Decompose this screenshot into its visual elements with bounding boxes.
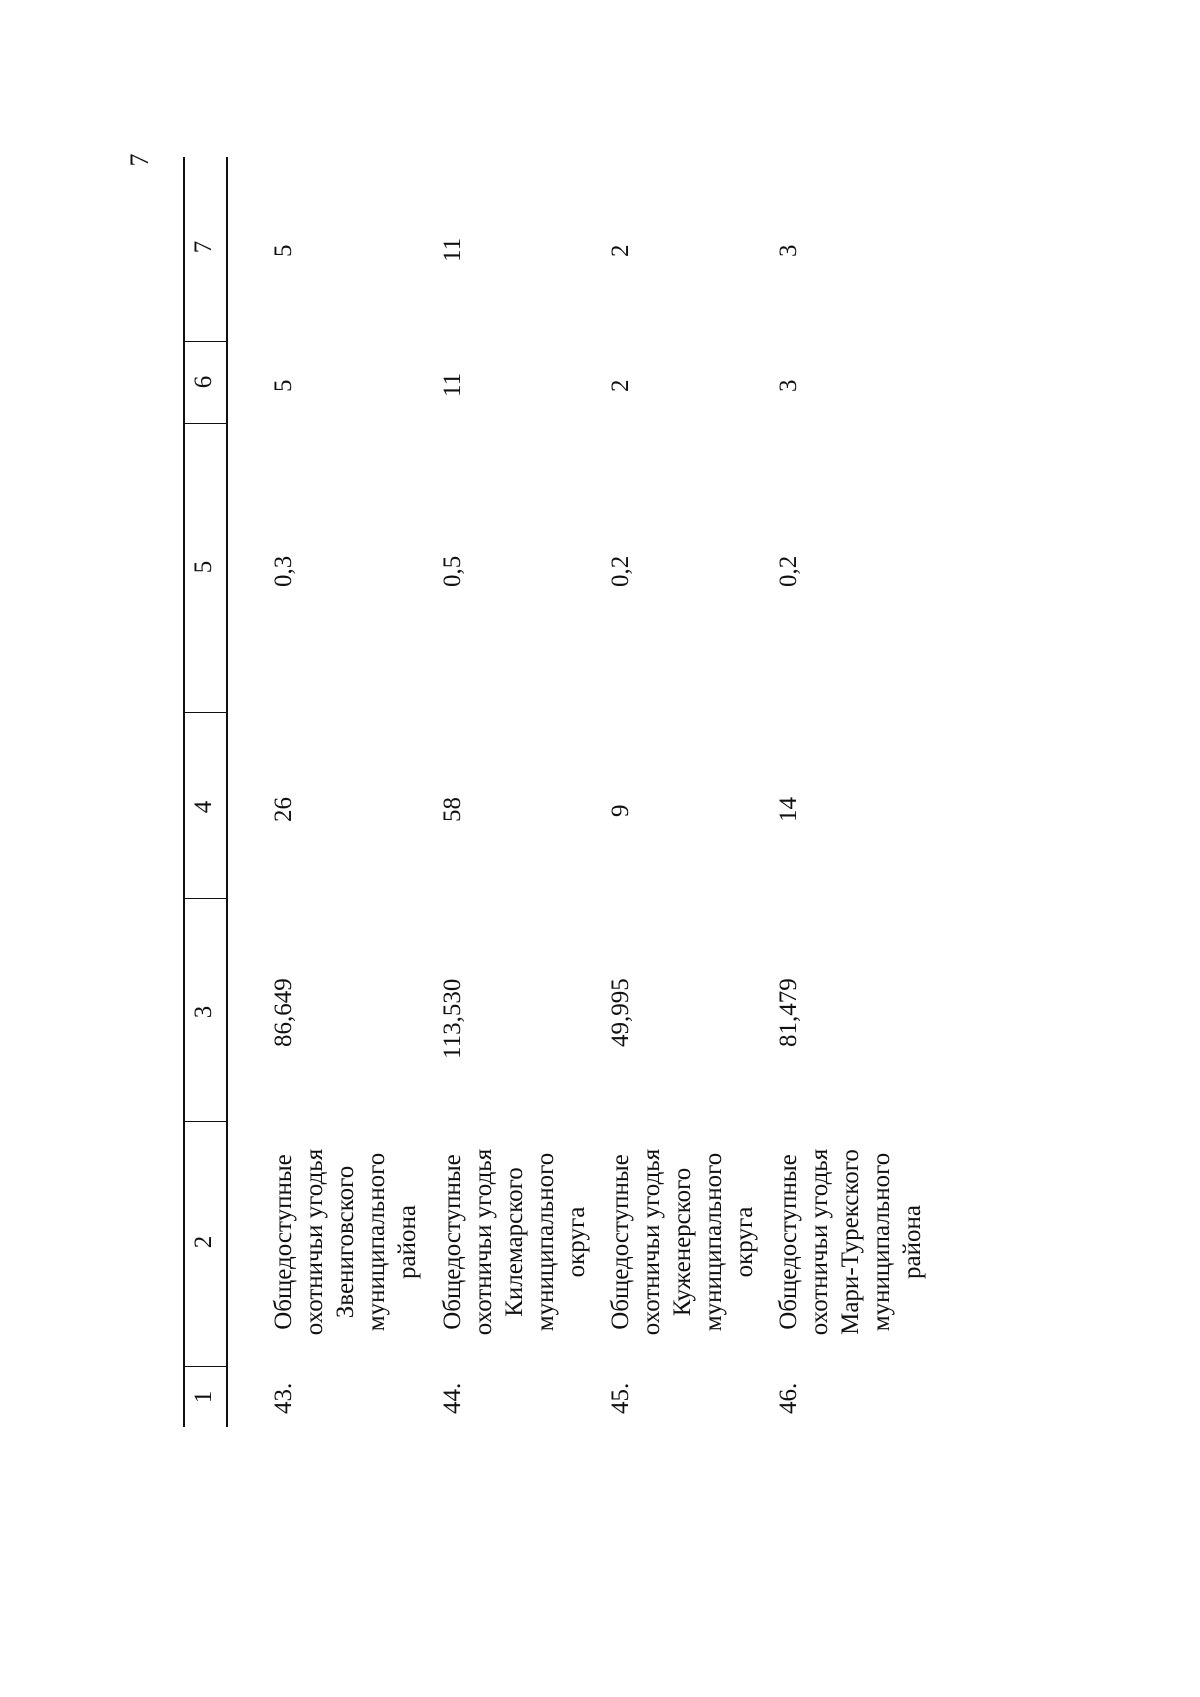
row-name-line: округа <box>563 1206 590 1278</box>
col5-value: 0,3 <box>270 555 297 587</box>
column-header: 1 <box>190 1390 217 1404</box>
row-number: 45. <box>607 1382 634 1414</box>
column-header: 4 <box>190 800 217 814</box>
col6-value: 5 <box>270 379 297 392</box>
row-name <box>437 1117 592 1367</box>
row-number: 46. <box>775 1382 802 1414</box>
column-header: 2 <box>190 1235 217 1249</box>
row-name <box>773 1117 928 1367</box>
row-name <box>268 1117 423 1367</box>
column-header: 6 <box>190 375 217 389</box>
row-name-line: района <box>394 1205 421 1279</box>
header-separator <box>183 423 226 424</box>
col5-value: 0,2 <box>775 555 802 587</box>
area-value: 49,995 <box>607 978 634 1047</box>
header-separator <box>183 341 226 342</box>
area-value: 86,649 <box>270 978 297 1047</box>
row-name-line: муниципального <box>532 1152 559 1332</box>
col6-value: 3 <box>775 379 802 392</box>
row-name-line: Мари-Турекского <box>837 1149 864 1335</box>
row-name-line: охотничьи угодья <box>470 1148 497 1336</box>
col6-value: 2 <box>607 379 634 392</box>
row-name-line: округа <box>731 1206 758 1278</box>
header-top-rule <box>183 157 185 1427</box>
column-header: 5 <box>190 560 217 574</box>
page-number: 7 <box>125 153 154 167</box>
row-name-line: муниципального <box>700 1152 727 1332</box>
col4-value: 26 <box>270 797 297 822</box>
header-separator <box>183 712 226 713</box>
col7-value: 5 <box>270 244 297 257</box>
header-bottom-rule <box>226 157 228 1427</box>
row-name-line: района <box>899 1205 926 1279</box>
col7-value: 3 <box>775 244 802 257</box>
row-name-line: охотничьи угодья <box>806 1148 833 1336</box>
row-name-line: Общедоступные <box>439 1154 466 1330</box>
col4-value: 58 <box>439 797 466 822</box>
col5-value: 0,2 <box>607 555 634 587</box>
header-separator <box>183 1366 226 1367</box>
area-value: 113,530 <box>439 978 466 1059</box>
row-name-line: охотничьи угодья <box>301 1148 328 1336</box>
column-header: 3 <box>190 1005 217 1019</box>
row-name-line: охотничьи угодья <box>638 1148 665 1336</box>
row-name <box>605 1117 760 1367</box>
col6-value: 11 <box>439 372 466 397</box>
row-name-line: Куженерского <box>669 1167 696 1317</box>
col7-value: 11 <box>439 237 466 262</box>
row-name-line: Общедоступные <box>270 1154 297 1330</box>
row-name-line: Килемарского <box>501 1167 528 1317</box>
row-name-line: Общедоступные <box>607 1154 634 1330</box>
col7-value: 2 <box>607 244 634 257</box>
row-number: 43. <box>270 1382 297 1414</box>
header-separator <box>183 1121 226 1122</box>
column-header: 7 <box>190 240 217 254</box>
header-separator <box>183 898 226 899</box>
row-number: 44. <box>439 1382 466 1414</box>
col5-value: 0,5 <box>439 555 466 587</box>
area-value: 81,479 <box>775 978 802 1047</box>
row-name-line: муниципального <box>868 1152 895 1332</box>
col4-value: 9 <box>607 804 634 817</box>
row-name-line: Звениговского <box>332 1165 359 1319</box>
row-name-line: Общедоступные <box>775 1154 802 1330</box>
row-name-line: муниципального <box>363 1152 390 1332</box>
col4-value: 14 <box>775 797 802 822</box>
